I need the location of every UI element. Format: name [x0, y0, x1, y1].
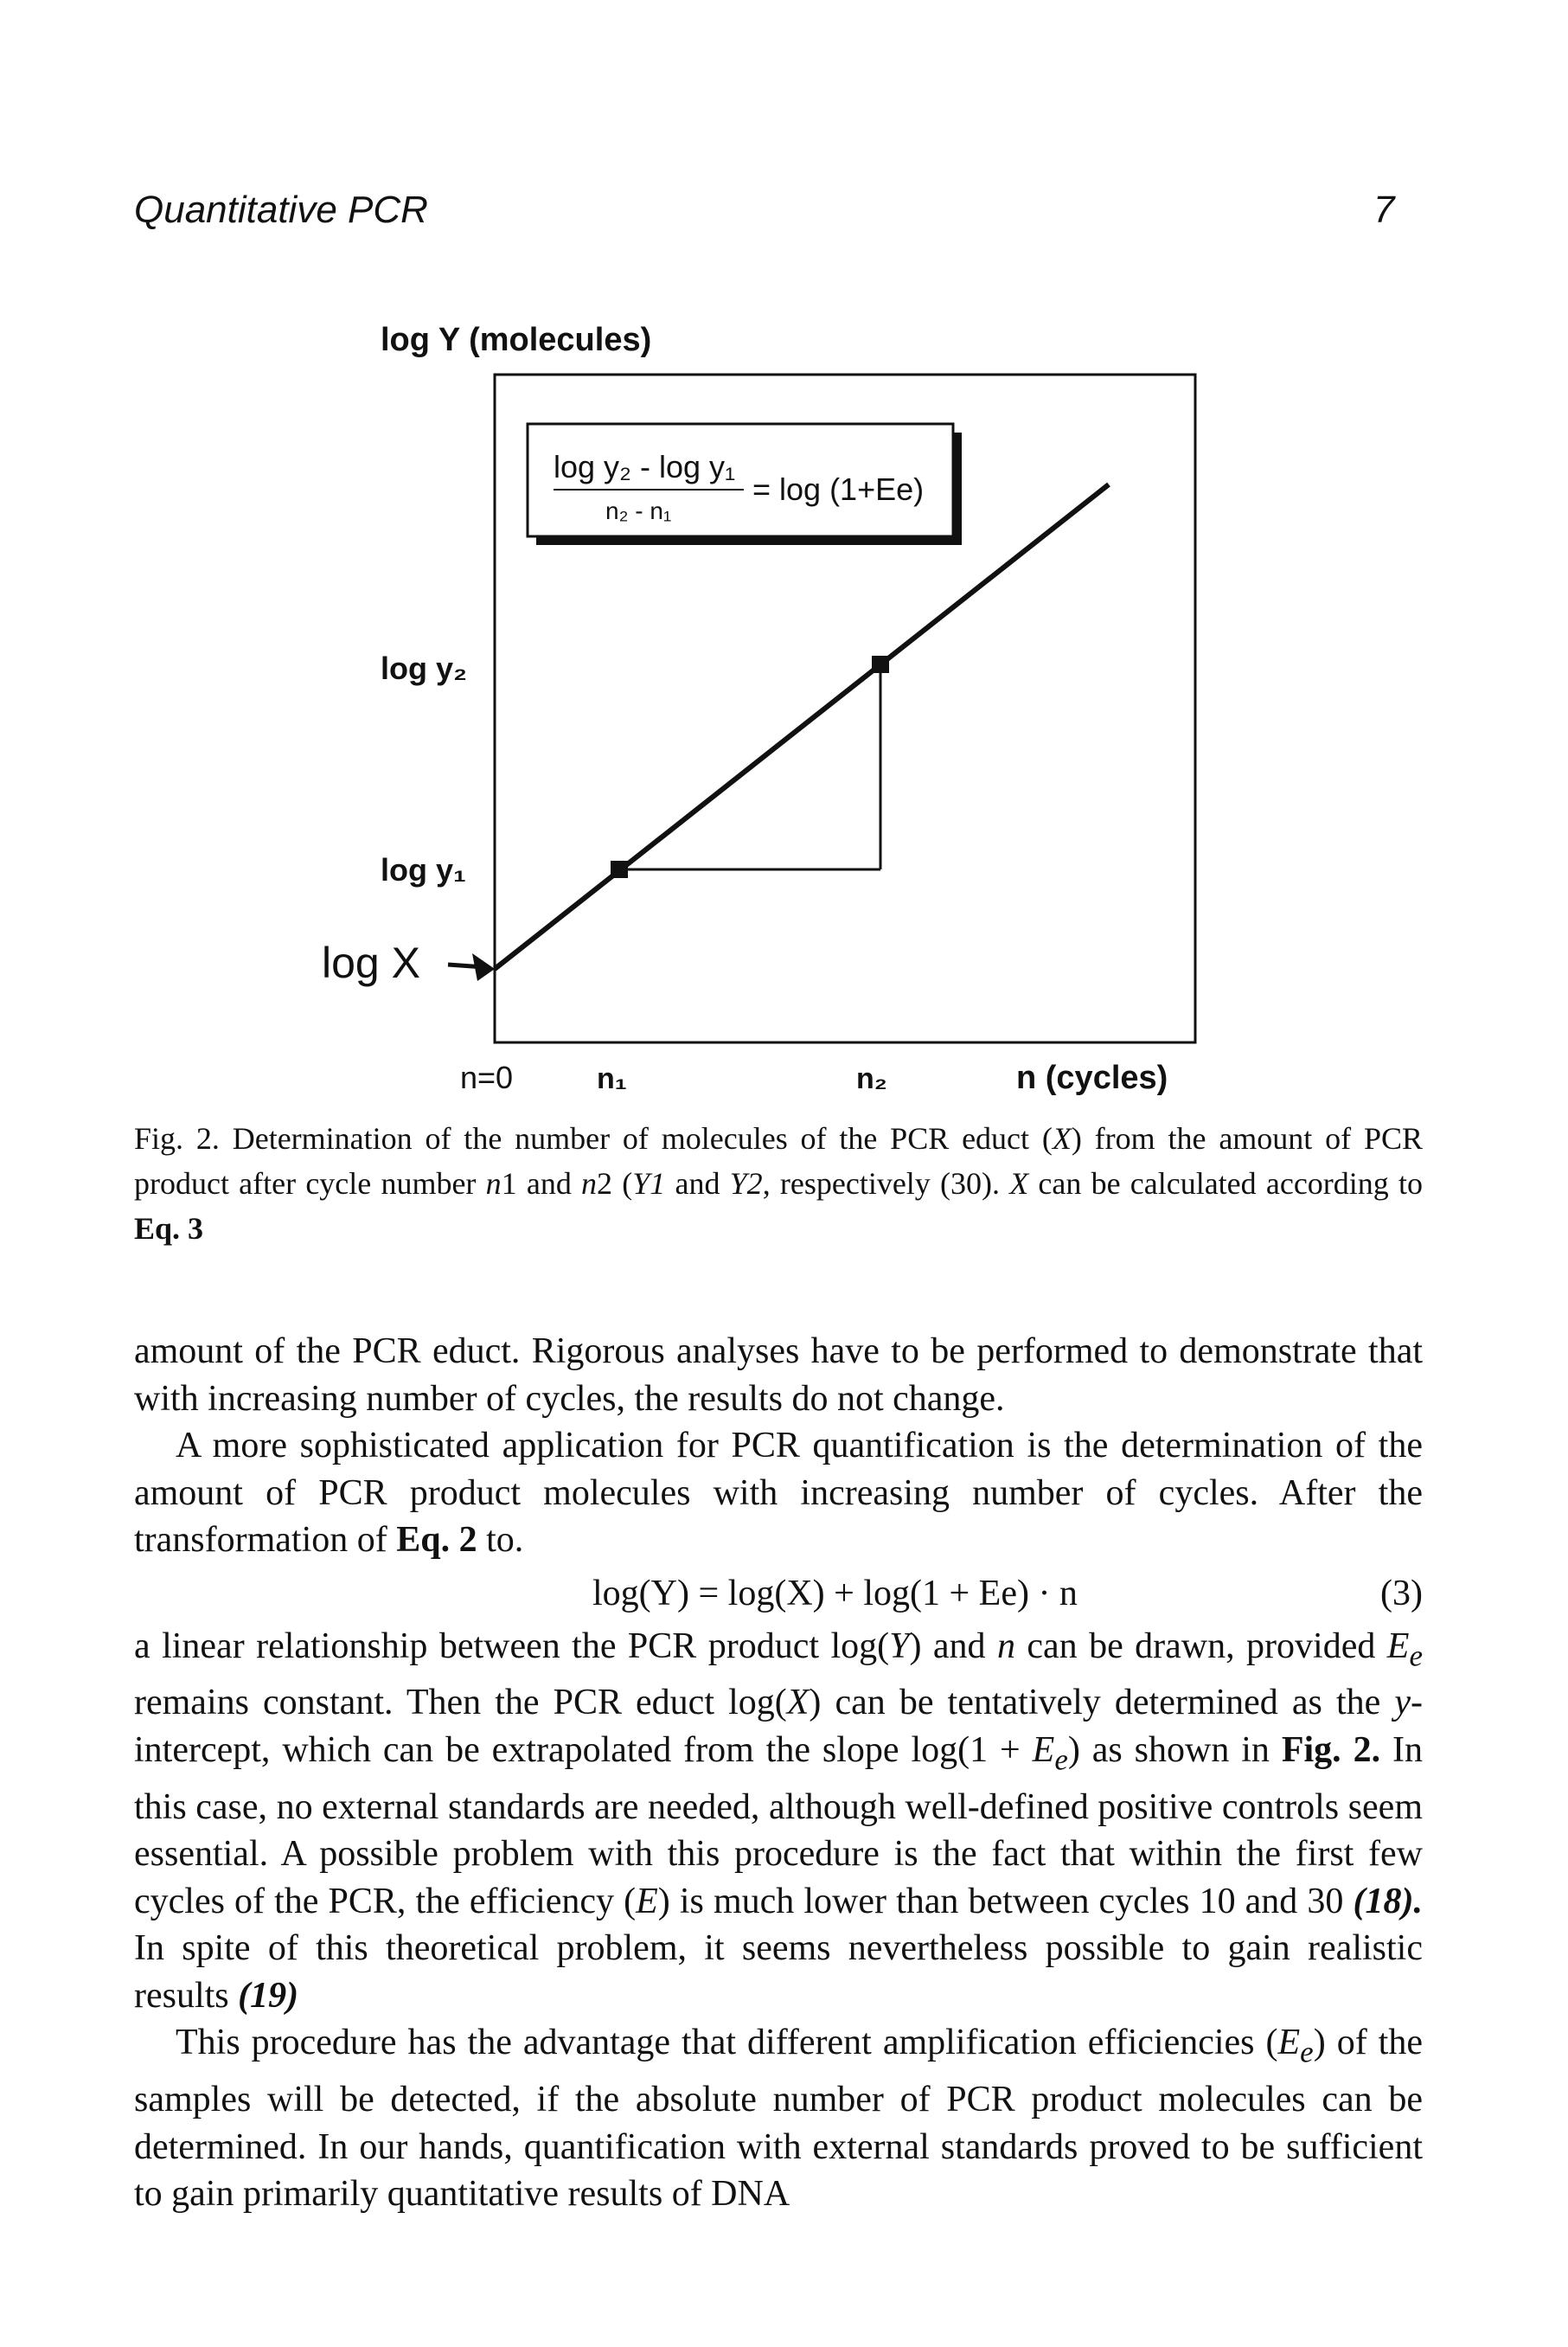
figure-plot	[0, 0, 1568, 1125]
x-label-n1: n₁	[597, 1062, 627, 1095]
text-run: to.	[477, 1520, 524, 1560]
var: Y	[889, 1626, 910, 1666]
equation-number: (3)	[1380, 1573, 1423, 1613]
caption-var: n	[581, 1166, 598, 1201]
text-run: ) of the samples will be detected, if the absolute number of PCR product molecules can be determined. In our hands, quantification with external standards proved to be sufficient to gain primarily quantitative results of DNA	[134, 2023, 1423, 2215]
eq-ref: Eq. 2	[396, 1520, 477, 1560]
paragraph-2	[134, 1422, 1423, 1564]
text-run: ) is much lower than between cycles 10 and 30	[657, 1881, 1354, 1921]
text-run: ) and	[909, 1626, 997, 1666]
caption-text: ) from the amount of PCR product after cycle number	[134, 1121, 1424, 1201]
var: y	[1394, 1683, 1411, 1723]
equation-body: log(Y) = log(X) + log(1 + Ee) · n	[592, 1573, 1078, 1613]
data-point-n1	[611, 861, 628, 878]
text-run: This procedure has the advantage that different amplification efficiencies (	[176, 2023, 1278, 2063]
running-title: Quantitative PCR	[134, 189, 428, 231]
figure-2	[0, 0, 1568, 1125]
caption-var: 2	[597, 1166, 613, 1201]
paragraph-4	[134, 2019, 1423, 2217]
text-run: In spite of this theoretical problem, it seems nevertheless possible to gain realistic results	[134, 1928, 1423, 2016]
var-sub: e	[1054, 1742, 1068, 1777]
x-label-n2: n₂	[856, 1062, 887, 1095]
ref-19: (19)	[238, 1975, 299, 2016]
text-run: In this case, no external standards are needed, although well-defined positive controls seem essential. A possible problem with this procedure is the fact that within the first few cycles of the PCR, the efficiency (	[134, 1729, 1423, 1921]
text-run: can be drawn, provided	[1014, 1626, 1387, 1666]
fig-ref: Fig. 2.	[1281, 1729, 1381, 1770]
caption-var: 1	[501, 1166, 517, 1201]
var: n	[996, 1626, 1015, 1666]
figure-caption	[134, 1116, 1423, 1251]
caption-var: n	[485, 1166, 502, 1201]
caption-text: and	[665, 1166, 730, 1201]
intercept-arrow-icon	[472, 953, 495, 981]
x-axis-title: n (cycles)	[1016, 1060, 1168, 1096]
y-label-log-y1: log y₁	[381, 852, 466, 888]
formula-denominator: n₂ - n₁	[605, 497, 672, 524]
text-run: ) as shown in	[1067, 1729, 1282, 1770]
var: E	[636, 1881, 658, 1921]
page-number: 7	[1373, 189, 1395, 231]
var: E	[1032, 1729, 1055, 1770]
x-label-n0: n=0	[460, 1060, 514, 1095]
text-run: -intercept, which can be extrapolated from the slope log(1 +	[134, 1683, 1423, 1770]
caption-fig-label: Fig. 2.	[134, 1121, 220, 1156]
caption-text: and	[516, 1166, 582, 1201]
caption-text: , respectively (30).	[762, 1166, 1010, 1201]
caption-var: Y1	[632, 1166, 666, 1201]
caption-var: Y2	[729, 1166, 763, 1201]
formula-rhs: = log (1+Ee)	[752, 471, 925, 507]
caption-var: X	[1009, 1166, 1029, 1201]
var: X	[786, 1683, 810, 1723]
caption-eq-ref: Eq. 3	[134, 1211, 204, 1246]
text-run: a linear relationship between the PCR product log(	[134, 1626, 890, 1666]
text-run: remains constant. Then the PCR educt log(	[134, 1683, 787, 1723]
regression-line	[495, 484, 1109, 969]
formula-numerator: log y₂ - log y₁	[554, 449, 736, 484]
ref-18: (18).	[1353, 1881, 1423, 1921]
body-text	[134, 1328, 1423, 2218]
text-run: A more sophisticated application for PCR quantification is the determination of the amount of PCR product molecules with increasing number of cycles. After the transformation of	[134, 1426, 1423, 1560]
var-sub: e	[1300, 2035, 1314, 2069]
y-label-log-x: log X	[322, 939, 420, 987]
y-axis-title: log Y (molecules)	[381, 322, 652, 358]
paragraph-1: amount of the PCR educt. Rigorous analyses have to be performed to demonstrate that with increasing number of cycles, the results do not change.	[134, 1331, 1423, 1419]
paragraph-3	[134, 1623, 1423, 2020]
caption-text: Determination of the number of molecules of the PCR educt (	[232, 1121, 1053, 1156]
var: E	[1277, 2023, 1301, 2063]
y-label-log-y2: log y₂	[381, 651, 468, 686]
caption-var: X	[1052, 1121, 1072, 1156]
caption-text: (	[612, 1166, 633, 1201]
caption-text: can be calculated according to	[1028, 1166, 1423, 1201]
equation-3	[134, 1566, 1423, 1621]
text-run: ) can be tentatively determined as the	[809, 1683, 1395, 1723]
var-sub: e	[1409, 1638, 1423, 1672]
var: E	[1386, 1626, 1410, 1666]
data-point-n2	[872, 656, 889, 673]
